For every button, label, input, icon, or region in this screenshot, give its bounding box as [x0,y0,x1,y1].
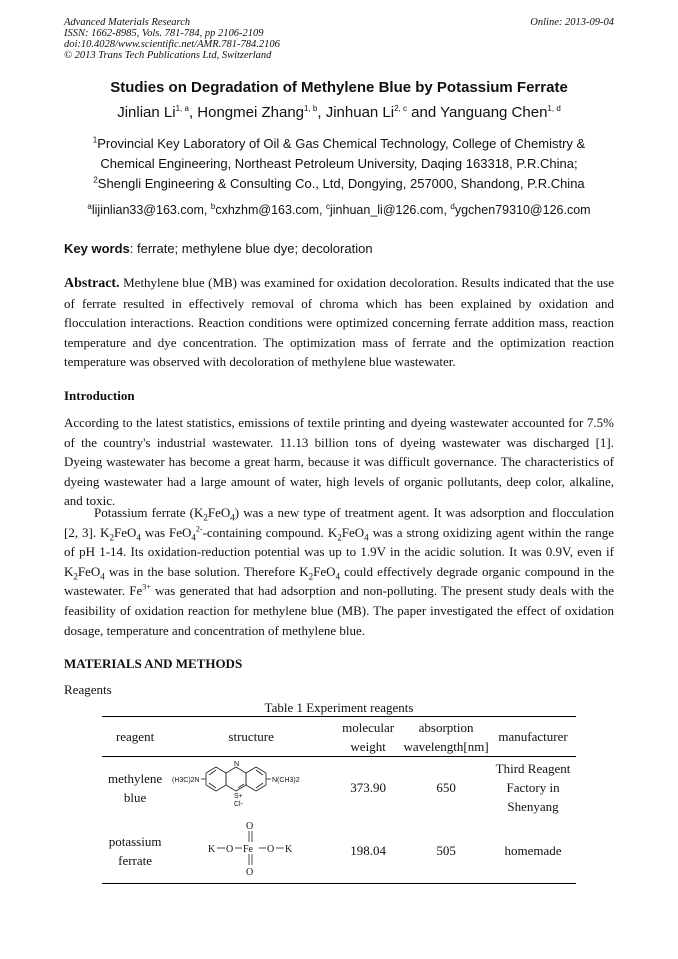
affiliation-2 [64,176,614,191]
cell-absorption: 650 [436,780,456,795]
cell-manufacturer: Third Reagent Factory in Shenyang [495,761,571,814]
column-header: manufacturer [498,729,568,744]
author-name: Yanguang Chen [440,104,548,121]
subscript: 4 [335,571,341,582]
kf-o-atom: O [267,844,275,855]
online-date: Online: 2013-09-04 [530,17,614,28]
intro-paragraph-1: According to the latest statistics, emissions of textile printing and dyeing wastewater accounted for 7.5% of the country's industrial wastewater. 11.13 billion tons of dyeing wastewater was discharged [1]. Dyeing wastewater has become a great harm, because it was difficult governance. The characteristics of dyeing wastewater had a large amount of water, high levels of organic pollutants, deep color, alkaline, and toxic. [64,415,614,509]
author-affil-sup: 1, d [547,104,561,113]
text-run: ) was a new type of treatment agent. It was adsorption and flocculation [2, 3]. K [64,505,614,540]
text-run: FeO [207,505,231,520]
author-name: Jinlian Li [117,104,176,121]
email-sup: c [326,201,330,211]
subscript: 4 [136,532,141,543]
subscript: 4 [364,532,369,543]
reagents-table [102,716,576,884]
author-affil-sup: 1, a [175,104,189,113]
journal-copyright: © 2013 Trans Tech Publications Ltd, Switzerland [64,50,272,61]
email-address[interactable]: lijinlian33@163.com, [91,203,211,217]
text-run: FeO [313,563,336,579]
author-list [64,104,614,121]
section-heading-materials-methods: MATERIALS AND METHODS [64,656,243,671]
cell-molecular-weight: 198.04 [350,843,386,858]
journal-doi: doi:10.4028/www.scientific.net/AMR.781-784.2106 [64,39,280,50]
cell-molecular-weight: 373.90 [350,780,386,795]
subscript: 4 [100,571,105,582]
author-sep: and [407,104,441,121]
subscript: 2 [337,532,342,543]
mb-right-group: N(CH3)2 [272,777,300,784]
abstract [64,273,614,372]
affiliation-text: Provincial Key Laboratory of Oil & Gas Chemical Technology, College of Chemistry & Chemical Engineering, Northeast Petroleum University, Daqing 163318, P.R.China; [97,136,586,171]
subscript: 4 [230,512,235,523]
subsection-reagents: Reagents [64,682,112,697]
table-caption: Table 1 Experiment reagents [264,700,414,715]
author-affil-sup: 1, b [304,104,318,113]
text-run: was generated that had adsorption and non-polluting. The present study deals with the feasibility of oxidation reaction for methylene blue (MB). The paper investigated the effect of oxidation dosage, temperature and concentration of methylene blue. [64,583,614,638]
affil-sup: 1 [92,135,98,145]
email-sup: b [210,201,216,211]
kf-o-bottom-atom: O [246,867,254,878]
affil-sup: 2 [93,175,98,185]
text-run: could effectively degrade organic compound in the wastewater. Fe [64,563,614,599]
journal-issn: ISSN: 1662-8985, Vols. 781-784, pp 2106-2109 [64,28,264,39]
cell-structure [168,757,334,819]
text-run: FeO [77,563,101,579]
section-heading-introduction: Introduction [64,388,135,403]
author-sep: , [317,104,326,121]
email-address[interactable]: ygchen79310@126.com [454,203,591,217]
mb-cl-ion: Cl- [234,801,244,808]
table-row [102,818,576,884]
subscript: 2 [203,512,208,523]
cell-structure [168,818,334,884]
text-run: FeO [113,524,137,540]
table-header-row [102,717,576,757]
email-sup: d [450,201,455,211]
mb-s-atom: S+ [234,793,243,800]
subscript: 2 [109,532,114,543]
cell-reagent: methylene blue [108,770,163,805]
superscript: 3+ [142,583,151,593]
email-address[interactable]: cxhzhm@163.com, [215,203,326,217]
subscript: 2 [73,571,78,582]
email-address[interactable]: jinhuan_li@126.com, [330,203,451,217]
journal-name: Advanced Materials Research [64,17,191,28]
author-name: Hongmei Zhang [197,104,305,121]
text-run: was a strong oxidizing agent within the range of pH 1-14. Its oxidation-reduction potential was up to 1.9V in the acidic solution. It was 0.9V, even if K [64,524,614,579]
author-sep: , [188,104,198,121]
column-header: molecular weight [342,719,395,754]
cell-reagent: potassium ferrate [108,833,162,868]
paper-title: Studies on Degradation of Methylene Blue by Potassium Ferrate [110,79,568,96]
column-header: reagent [115,729,155,744]
methylene-blue-structure-image [168,757,334,813]
column-header: absorption wavelength[nm] [403,719,489,754]
author-name: Jinhuan Li [325,104,395,121]
keywords-label: Key words [64,241,130,256]
keywords [64,241,373,256]
superscript: 2- [195,524,203,534]
author-emails [64,203,614,217]
email-sup: a [87,201,92,211]
subscript: 2 [308,571,314,582]
text-run: FeO [341,524,365,540]
potassium-ferrate-structure-image [168,818,334,878]
journal-header [64,17,280,61]
kf-k-atom: K [285,844,293,855]
affiliation-1 [64,134,614,174]
text-run: was FeO [140,524,192,540]
text-run: Potassium ferrate (K [94,505,204,520]
text-run: -containing compound. K [202,524,338,540]
affiliation-text: Shengli Engineering & Consulting Co., Ltd, Dongying, 257000, Shandong, P.R.China [97,176,585,191]
keywords-text: : ferrate; methylene blue dye; decoloration [129,241,373,256]
intro-paragraph-2 [64,503,614,640]
text-run: was in the base solution. Therefore K [104,563,309,579]
kf-k-atom: K [208,844,216,855]
cell-absorption: 505 [436,843,456,858]
mb-left-group: (H3C)2N [172,777,200,784]
cell-manufacturer: homemade [504,843,562,858]
author-affil-sup: 2, c [394,104,407,113]
column-header: structure [228,729,274,744]
subscript: 4 [191,532,196,543]
abstract-label: Abstract. [64,276,120,291]
kf-o-atom: O [226,844,234,855]
abstract-text: Methylene blue (MB) was examined for oxidation decoloration. Results indicated that the use of ferrate resulted in effectively removal of chroma which has been explained by oxidation and flocculation interactions. Reaction conditions were optimized concerning ferrate addition mass, reaction temperature and dye concentration. The optimization mass of ferrate and the optimization reaction temperature was observed with decoloration of methylene blue wastewater. [64,275,614,370]
mb-n-atom: N [234,761,240,768]
table-row [102,757,576,819]
kf-o-top-atom: O [246,821,254,832]
kf-fe-atom: Fe [243,844,254,855]
